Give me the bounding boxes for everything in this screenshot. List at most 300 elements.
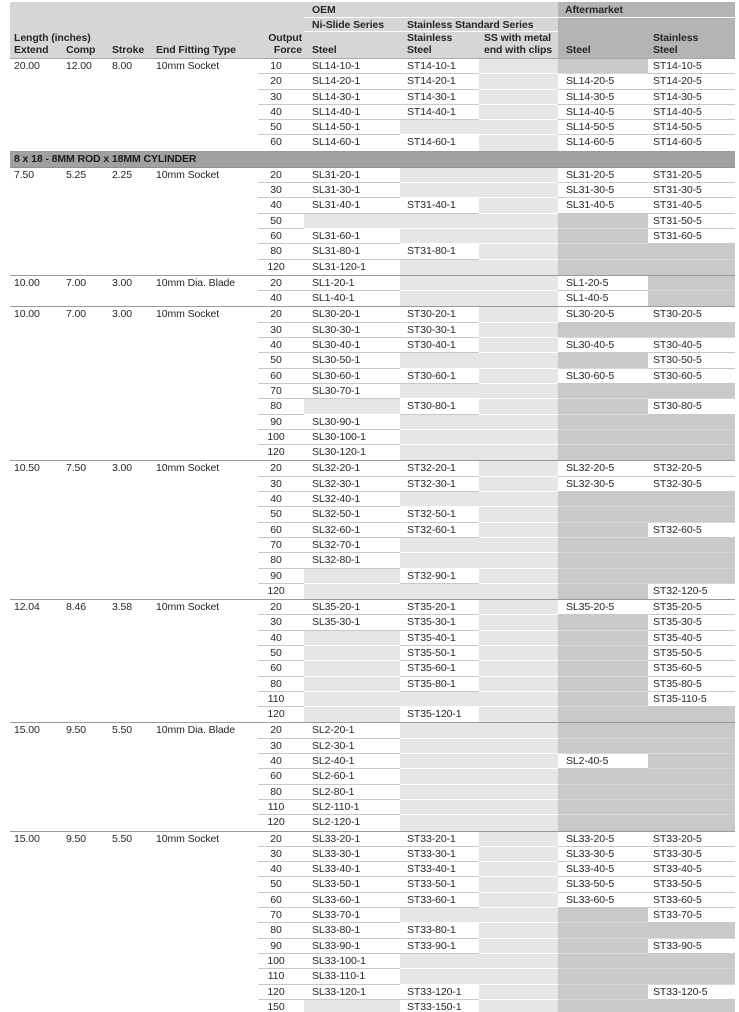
comp-cell <box>64 661 108 676</box>
oem-steel-cell: SL2-40-1 <box>304 754 400 769</box>
aftermarket-steel-cell: SL14-50-5 <box>558 120 648 135</box>
table-row <box>10 105 735 120</box>
table-row <box>10 384 735 399</box>
aftermarket-steel-cell <box>558 445 648 460</box>
comp-cell <box>64 877 108 892</box>
extend-cell <box>10 369 64 384</box>
aftermarket-stainless-cell: ST35-60-5 <box>648 661 735 676</box>
output-force-cell: 80 <box>258 399 304 414</box>
table-row <box>10 692 735 707</box>
aftermarket-steel-cell <box>558 507 648 522</box>
extend-cell <box>10 769 64 784</box>
stroke-cell <box>108 800 154 815</box>
aftermarket-stainless-cell: ST33-30-5 <box>648 847 735 862</box>
stroke-cell <box>108 445 154 460</box>
oem-steel-cell: SL2-30-1 <box>304 739 400 754</box>
table-row <box>10 168 735 183</box>
output-force-cell: 110 <box>258 969 304 984</box>
aftermarket-stainless-cell <box>648 260 735 275</box>
stroke-cell <box>108 74 154 89</box>
ss-clips-cell <box>479 985 558 1000</box>
stroke-cell <box>108 291 154 306</box>
table-row <box>10 739 735 754</box>
aftermarket-stainless-cell: ST35-50-5 <box>648 646 735 661</box>
ss-clips-cell <box>479 631 558 646</box>
extend-cell <box>10 1000 64 1012</box>
aftermarket-stainless-cell: ST32-120-5 <box>648 584 735 599</box>
aftermarket-steel-cell <box>558 615 648 630</box>
comp-cell <box>64 523 108 538</box>
oem-steel-cell: SL32-50-1 <box>304 507 400 522</box>
aftermarket-stainless-cell: ST14-40-5 <box>648 105 735 120</box>
stroke-cell <box>108 707 154 722</box>
oem-steel-cell: SL32-70-1 <box>304 538 400 553</box>
comp-cell <box>64 969 108 984</box>
stroke-cell <box>108 754 154 769</box>
extend-cell <box>10 569 64 584</box>
oem-stainless-cell: ST14-40-1 <box>400 105 479 120</box>
ss-clips-cell <box>479 739 558 754</box>
ss-clips-cell <box>479 615 558 630</box>
ss-clips-cell <box>479 183 558 198</box>
aftermarket-stainless-cell: ST32-30-5 <box>648 477 735 492</box>
oem-steel-cell: SL2-120-1 <box>304 815 400 830</box>
ss-clips-cell <box>479 59 558 74</box>
aftermarket-steel-cell <box>558 384 648 399</box>
aftermarket-stainless-cell: ST35-110-5 <box>648 692 735 707</box>
aftermarket-stainless-cell: ST35-20-5 <box>648 600 735 615</box>
oem-stainless-cell <box>400 229 479 244</box>
length-inches-label: Length (inches) <box>14 32 91 44</box>
extend-cell <box>10 985 64 1000</box>
ss-clips-cell <box>479 754 558 769</box>
oem-stainless-cell: ST30-30-1 <box>400 323 479 338</box>
table-row <box>10 338 735 353</box>
aftermarket-stainless-cell: ST14-20-5 <box>648 74 735 89</box>
ss-clips-cell <box>479 135 558 150</box>
oem-steel-cell <box>304 569 400 584</box>
aftermarket-stainless-cell <box>648 507 735 522</box>
aftermarket-stainless-cell: ST33-50-5 <box>648 877 735 892</box>
aftermarket-stainless-cell: ST31-50-5 <box>648 214 735 229</box>
aftermarket-steel-cell <box>558 415 648 430</box>
oem-steel-cell: SL30-90-1 <box>304 415 400 430</box>
aftermarket-stainless-cell: ST33-40-5 <box>648 862 735 877</box>
aftermarket-steel-cell <box>558 800 648 815</box>
oem-stainless-cell <box>400 276 479 291</box>
aftermarket-steel-cell <box>558 969 648 984</box>
table-row <box>10 430 735 445</box>
oem-steel-cell: SL33-50-1 <box>304 877 400 892</box>
end-fitting-cell: 10mm Socket <box>156 60 220 72</box>
oem-steel-cell <box>304 677 400 692</box>
ss-clips-cell <box>479 445 558 460</box>
aftermarket-steel-cell <box>558 260 648 275</box>
end-fitting-cell: 10mm Socket <box>156 601 220 614</box>
stroke-cell <box>108 538 154 553</box>
aftermarket-steel-cell <box>558 538 648 553</box>
end-fitting-cell <box>154 120 258 135</box>
oem-stainless-cell <box>400 445 479 460</box>
aftermarket-steel-cell: SL35-20-5 <box>558 600 648 615</box>
comp-cell: 12.00 <box>66 60 92 72</box>
comp-cell <box>64 939 108 954</box>
table-row <box>10 584 735 599</box>
comp-cell: 7.00 <box>66 276 87 289</box>
output-force-cell: 20 <box>258 461 304 476</box>
aftermarket-stainless-cell: ST14-50-5 <box>648 120 735 135</box>
aftermarket-steel-cell <box>558 646 648 661</box>
stroke-cell: 3.00 <box>112 462 133 475</box>
aftermarket-steel-cell <box>558 214 648 229</box>
table-section <box>10 832 735 1012</box>
stroke-cell <box>108 523 154 538</box>
aftermarket-steel-cell: SL33-40-5 <box>558 862 648 877</box>
extend-cell <box>10 969 64 984</box>
extend-cell <box>10 739 64 754</box>
output-force-cell: 50 <box>258 646 304 661</box>
ss-clips-cell <box>479 492 558 507</box>
table-row <box>10 74 735 89</box>
aftermarket-steel-cell <box>558 244 648 259</box>
table-row <box>10 477 735 492</box>
oem-stainless-cell: ST33-120-1 <box>400 985 479 1000</box>
ss-clips-cell <box>479 661 558 676</box>
table-row <box>10 198 735 213</box>
end-fitting-cell: 10mm Socket <box>156 308 220 321</box>
oem-steel-cell: SL1-40-1 <box>304 291 400 306</box>
output-force-cell: 120 <box>267 816 285 829</box>
extend-cell <box>10 90 64 105</box>
table-row <box>10 893 735 908</box>
ss-clips-cell <box>479 939 558 954</box>
comp-cell <box>64 477 108 492</box>
stroke-cell <box>108 338 154 353</box>
table-section <box>10 59 735 152</box>
comp-cell <box>64 785 108 800</box>
oem-steel-cell: SL14-40-1 <box>304 105 400 120</box>
stroke-cell <box>108 785 154 800</box>
extend-cell <box>10 754 64 769</box>
end-fitting-cell <box>154 769 258 784</box>
comp-cell <box>64 800 108 815</box>
oem-steel-cell: SL2-20-1 <box>304 723 400 738</box>
extend-cell <box>10 893 64 908</box>
oem-steel-cell: SL14-20-1 <box>304 74 400 89</box>
output-force-cell: 20 <box>258 723 304 738</box>
oem-stainless-cell: ST30-80-1 <box>400 399 479 414</box>
table-row <box>10 707 735 722</box>
comp-cell <box>64 323 108 338</box>
stroke-cell <box>108 214 154 229</box>
aftermarket-stainless-cell <box>648 815 735 830</box>
ss-clips-cell <box>479 523 558 538</box>
table-row <box>10 90 735 105</box>
table-row <box>10 244 735 259</box>
comp-cell <box>64 105 108 120</box>
comp-cell <box>64 214 108 229</box>
comp-cell: 9.50 <box>66 724 87 737</box>
oem-steel-cell: SL33-40-1 <box>304 862 400 877</box>
oem-stainless-cell: ST32-90-1 <box>400 569 479 584</box>
output-force-cell: 120 <box>267 446 285 459</box>
output-force-cell: 60 <box>258 769 304 784</box>
aftermarket-stainless-cell: ST30-20-5 <box>648 307 735 322</box>
end-fitting-cell <box>154 692 258 707</box>
oem-steel-cell: SL30-40-1 <box>304 338 400 353</box>
ss-clips-cell <box>479 477 558 492</box>
table-row <box>10 229 735 244</box>
oem-steel-column-header: Steel <box>312 44 337 56</box>
table-row <box>10 754 735 769</box>
oem-steel-cell: SL32-60-1 <box>304 523 400 538</box>
table-row <box>10 353 735 368</box>
output-force-cell: 60 <box>258 661 304 676</box>
table-row <box>10 492 735 507</box>
extend-cell: 10.50 <box>14 462 40 475</box>
stroke-cell <box>108 692 154 707</box>
comp-cell: 9.50 <box>66 832 87 845</box>
oem-steel-cell: SL1-20-1 <box>304 276 400 291</box>
ss-clips-cell <box>479 430 558 445</box>
extend-cell <box>10 399 64 414</box>
stroke-cell <box>108 615 154 630</box>
oem-steel-cell <box>304 584 400 599</box>
end-fitting-cell <box>154 553 258 568</box>
aftermarket-steel-cell <box>558 661 648 676</box>
extend-cell <box>10 183 64 198</box>
oem-stainless-cell: ST33-30-1 <box>400 847 479 862</box>
aftermarket-steel-cell <box>558 229 648 244</box>
table-row <box>10 939 735 954</box>
stroke-cell <box>108 353 154 368</box>
oem-group-label: OEM <box>312 4 336 16</box>
extend-cell <box>10 847 64 862</box>
aftermarket-steel-cell <box>558 815 648 830</box>
oem-steel-cell: SL31-120-1 <box>304 260 400 275</box>
table-row <box>10 399 735 414</box>
aftermarket-stainless-cell: ST31-60-5 <box>648 229 735 244</box>
table-row <box>10 1000 735 1012</box>
aftermarket-steel-cell: SL1-40-5 <box>558 291 648 306</box>
aftermarket-stainless-cell <box>648 492 735 507</box>
comp-cell <box>64 862 108 877</box>
comp-cell <box>64 338 108 353</box>
extend-cell <box>10 785 64 800</box>
aftermarket-steel-cell <box>558 785 648 800</box>
end-fitting-cell <box>154 739 258 754</box>
extend-cell <box>10 677 64 692</box>
output-force-cell: 60 <box>258 893 304 908</box>
table-row <box>10 908 735 923</box>
extend-cell <box>10 939 64 954</box>
stroke-cell: 3.58 <box>112 601 133 614</box>
output-force-cell: 30 <box>258 615 304 630</box>
oem-steel-cell: SL33-100-1 <box>304 954 400 969</box>
aftermarket-steel-column-header: Steel <box>566 44 591 56</box>
output-force-cell: 40 <box>258 754 304 769</box>
ss-clips-cell <box>479 877 558 892</box>
oem-stainless-cell <box>400 183 479 198</box>
output-force-cell: 10 <box>258 59 304 74</box>
oem-stainless-cell: ST33-20-1 <box>400 832 479 847</box>
end-fitting-cell <box>154 954 258 969</box>
oem-stainless-cell: ST30-20-1 <box>400 307 479 322</box>
aftermarket-group-label: Aftermarket <box>565 4 623 16</box>
aftermarket-stainless-cell <box>648 1000 735 1012</box>
oem-steel-cell: SL31-80-1 <box>304 244 400 259</box>
oem-stainless-cell: ST32-20-1 <box>400 461 479 476</box>
output-force-cell: 60 <box>270 136 282 149</box>
oem-stainless-cell <box>400 754 479 769</box>
ss-clips-cell <box>479 276 558 291</box>
extend-cell <box>10 445 64 460</box>
ss-clips-cell <box>479 90 558 105</box>
oem-steel-cell: SL30-50-1 <box>304 353 400 368</box>
comp-cell <box>64 369 108 384</box>
output-force-cell: 60 <box>258 369 304 384</box>
stroke-cell <box>108 908 154 923</box>
end-fitting-cell <box>154 105 258 120</box>
output-force-cell: 60 <box>258 229 304 244</box>
oem-steel-cell: SL33-120-1 <box>304 985 400 1000</box>
table-section <box>10 276 735 308</box>
ss-clips-cell <box>479 769 558 784</box>
output-force-cell: 40 <box>258 338 304 353</box>
aftermarket-stainless-cell: ST35-30-5 <box>648 615 735 630</box>
end-fitting-cell <box>154 1000 258 1012</box>
aftermarket-stainless-cell <box>648 445 735 460</box>
aftermarket-steel-cell: SL30-60-5 <box>558 369 648 384</box>
aftermarket-steel-cell: SL14-40-5 <box>558 105 648 120</box>
end-fitting-cell <box>154 969 258 984</box>
oem-stainless-cell: ST35-50-1 <box>400 646 479 661</box>
extend-cell <box>10 661 64 676</box>
extend-cell <box>10 244 64 259</box>
end-fitting-cell: 10mm Socket <box>156 462 220 475</box>
oem-stainless-cell <box>400 168 479 183</box>
oem-stainless-cell: ST33-40-1 <box>400 862 479 877</box>
ss-clips-cell <box>479 105 558 120</box>
extend-cell <box>10 615 64 630</box>
oem-steel-cell: SL14-10-1 <box>304 59 400 74</box>
stroke-cell <box>108 584 154 599</box>
oem-stainless-cell: ST14-30-1 <box>400 90 479 105</box>
aftermarket-steel-cell <box>558 399 648 414</box>
table-row <box>10 553 735 568</box>
oem-stainless-cell: ST33-80-1 <box>400 923 479 938</box>
oem-steel-cell: SL2-110-1 <box>304 800 400 815</box>
output-force-cell: 30 <box>258 477 304 492</box>
aftermarket-steel-cell <box>558 692 648 707</box>
extend-cell <box>10 415 64 430</box>
end-fitting-cell <box>154 815 258 830</box>
ss-clips-cell <box>479 723 558 738</box>
aftermarket-steel-cell <box>558 985 648 1000</box>
table-row <box>10 445 735 460</box>
extend-cell: 12.04 <box>14 601 40 614</box>
oem-steel-cell: SL33-70-1 <box>304 908 400 923</box>
end-fitting-cell <box>154 369 258 384</box>
stroke-cell <box>108 229 154 244</box>
ss-clips-cell <box>479 584 558 599</box>
table-section <box>10 461 735 600</box>
aftermarket-steel-cell: SL31-20-5 <box>558 168 648 183</box>
oem-steel-cell: SL30-120-1 <box>304 445 400 460</box>
oem-steel-cell: SL30-30-1 <box>304 323 400 338</box>
comp-cell: 7.50 <box>66 462 87 475</box>
output-force-cell: 120 <box>267 260 285 273</box>
aftermarket-steel-cell <box>558 553 648 568</box>
comp-cell <box>64 815 108 830</box>
extend-cell <box>10 291 64 306</box>
stroke-cell <box>108 847 154 862</box>
extend-cell: 7.50 <box>14 168 35 181</box>
output-force-cell: 70 <box>258 384 304 399</box>
extend-cell <box>10 260 64 275</box>
oem-stainless-cell <box>400 553 479 568</box>
extend-cell <box>10 631 64 646</box>
end-fitting-cell <box>154 523 258 538</box>
table-row <box>10 323 735 338</box>
output-force-column-header: Output Force <box>268 32 302 56</box>
table-row <box>10 291 735 306</box>
end-fitting-cell <box>154 661 258 676</box>
oem-steel-cell: SL33-30-1 <box>304 847 400 862</box>
aftermarket-steel-cell: SL1-20-5 <box>558 276 648 291</box>
end-fitting-cell <box>154 631 258 646</box>
aftermarket-stainless-cell <box>648 415 735 430</box>
comp-cell <box>64 415 108 430</box>
aftermarket-steel-cell <box>558 939 648 954</box>
end-fitting-cell <box>154 323 258 338</box>
aftermarket-stainless-cell: ST31-30-5 <box>648 183 735 198</box>
end-fitting-cell <box>154 985 258 1000</box>
table-row <box>10 183 735 198</box>
oem-stainless-cell: ST33-50-1 <box>400 877 479 892</box>
end-fitting-cell <box>154 244 258 259</box>
stroke-cell <box>108 369 154 384</box>
end-fitting-cell <box>154 214 258 229</box>
aftermarket-stainless-cell <box>648 276 735 291</box>
aftermarket-stainless-cell <box>648 769 735 784</box>
ss-clips-cell <box>479 323 558 338</box>
extend-cell <box>10 862 64 877</box>
aftermarket-steel-cell <box>558 353 648 368</box>
oem-stainless-cell: ST32-60-1 <box>400 523 479 538</box>
extend-cell: 15.00 <box>14 832 40 845</box>
end-fitting-cell <box>154 754 258 769</box>
aftermarket-stainless-cell: ST30-80-5 <box>648 399 735 414</box>
extend-cell <box>10 800 64 815</box>
end-fitting-cell <box>154 399 258 414</box>
aftermarket-stainless-cell: ST30-60-5 <box>648 369 735 384</box>
stroke-cell: 8.00 <box>112 60 133 72</box>
comp-cell <box>64 754 108 769</box>
extend-cell <box>10 877 64 892</box>
aftermarket-steel-cell <box>558 723 648 738</box>
group-header-bar: 8 x 18 - 8MM ROD x 18MM CYLINDER <box>10 152 735 168</box>
table-row <box>10 646 735 661</box>
oem-steel-cell: SL33-80-1 <box>304 923 400 938</box>
stroke-cell <box>108 815 154 830</box>
oem-stainless-cell: ST14-20-1 <box>400 74 479 89</box>
output-force-cell: 50 <box>258 507 304 522</box>
table-row <box>10 569 735 584</box>
table-row <box>10 135 735 150</box>
extend-cell: 20.00 <box>14 60 40 72</box>
aftermarket-stainless-cell: ST33-90-5 <box>648 939 735 954</box>
